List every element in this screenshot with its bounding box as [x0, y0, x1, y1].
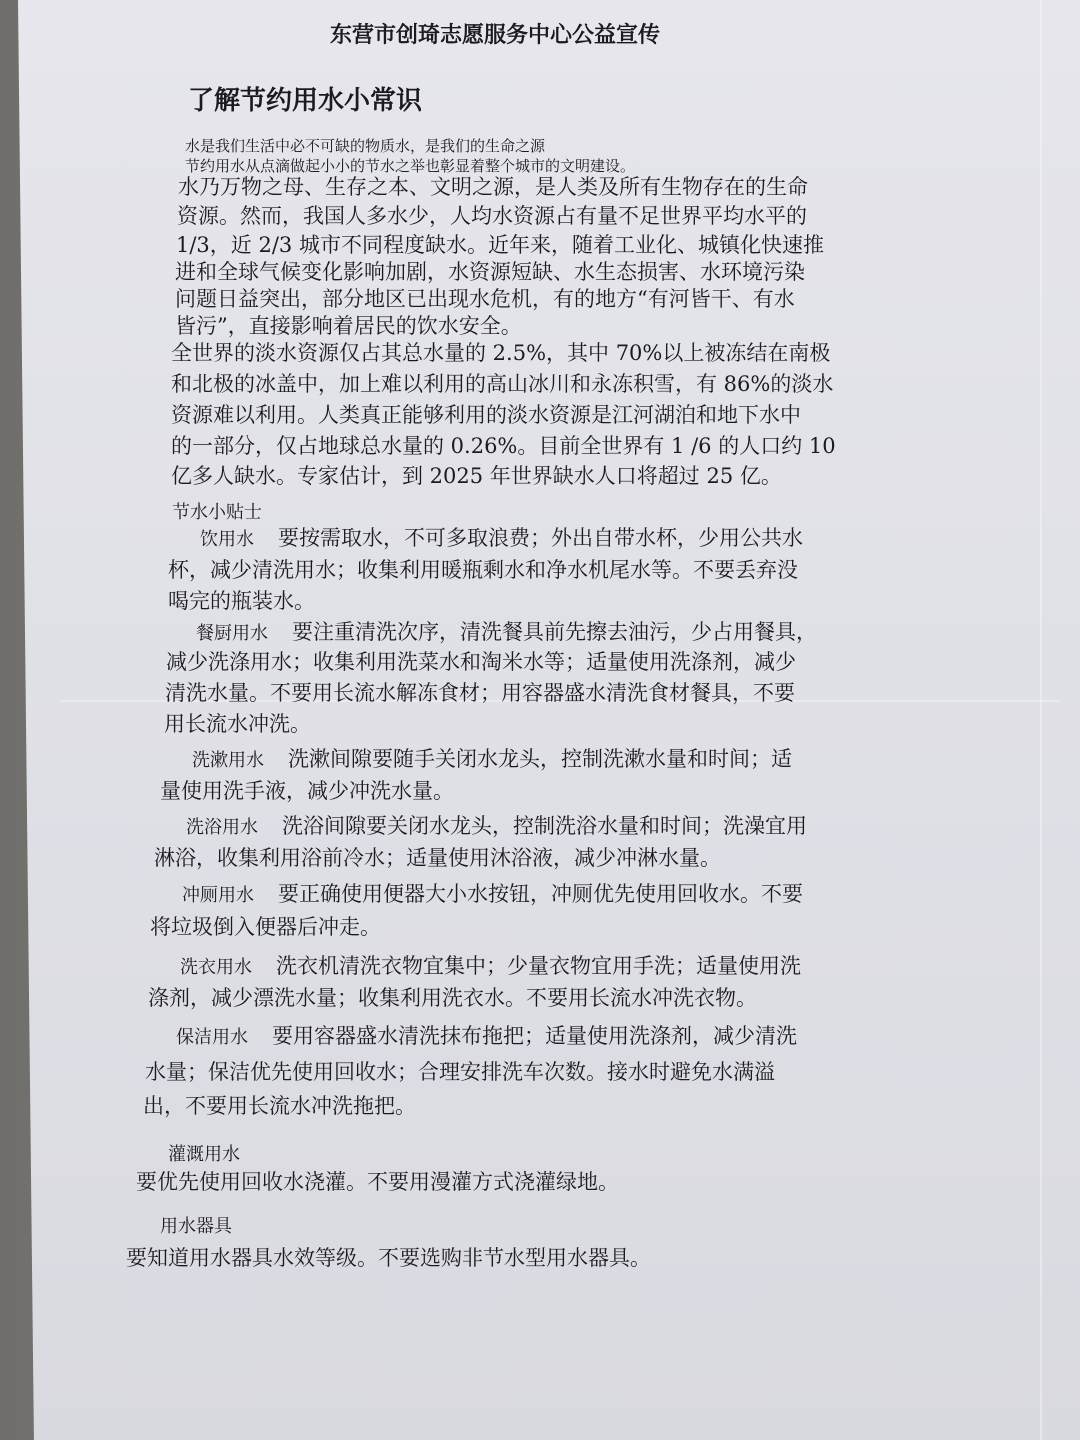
tip-text: 要用容器盛水清洗抹布拖把；适量使用洗涤剂，减少清洗	[272, 1024, 797, 1048]
tip-line	[196, 622, 817, 643]
tip-line: 出，不要用长流水冲洗拖把。	[143, 1094, 416, 1118]
tip-text: 洗衣机清洗衣物宜集中；少量衣物宜用手洗；适量使用洗	[276, 954, 801, 978]
tip-line	[186, 816, 807, 837]
intro-line: 节约用水从点滴做起小小的节水之举也彰显着整个城市的文明建设。	[185, 157, 636, 175]
tip-text: 要注重清洗次序，清洗餐具前先擦去油污，少占用餐具，	[292, 620, 817, 644]
paragraph-line: 和北极的冰盖中，加上难以利用的高山冰川和永冻积雪，有 86%的淡水	[171, 372, 834, 396]
tip-line	[192, 749, 792, 770]
paragraph-line: 的一部分，仅占地球总水量的 0.26%。目前全世界有 1 /6 的人口约 10	[171, 434, 836, 458]
tip-line: 减少洗涤用水；收集利用洗菜水和淘米水等；适量使用洗涤剂，减少	[166, 650, 796, 674]
paragraph-line: 亿多人缺水。专家估计，到 2025 年世界缺水人口将超过 25 亿。	[171, 464, 782, 488]
tip-label: 洗衣用水	[180, 957, 252, 978]
paragraph-line: 资源难以利用。人类真正能够利用的淡水资源是江河湖泊和地下水中	[171, 403, 801, 427]
tip-line: 涤剂，减少漂洗水量；收集利用洗衣水。不要用长流水冲洗衣物。	[148, 986, 757, 1010]
tip-label: 饮用水	[200, 529, 254, 550]
document-title: 了解节约用水小常识	[188, 86, 423, 116]
tips-heading: 节水小贴士	[172, 502, 262, 523]
tip-label: 保洁用水	[176, 1027, 248, 1048]
tip-line: 喝完的瓶装水。	[168, 589, 315, 613]
tip-label: 洗漱用水	[192, 750, 264, 771]
tip-line: 量使用洗手液，减少冲洗水量。	[160, 779, 454, 803]
tip-line	[200, 528, 803, 549]
paragraph-line: 水乃万物之母、生存之本、文明之源，是人类及所有生物存在的生命	[178, 175, 808, 199]
tip-line: 杯，减少清洗用水；收集利用暖瓶剩水和净水机尾水等。不要丢弃没	[168, 558, 798, 582]
tip-text: 洗浴间隙要关闭水龙头，控制洗浴水量和时间；洗澡宜用	[282, 814, 807, 838]
tip-label: 冲厕用水	[182, 885, 254, 906]
document-header: 东营市创琦志愿服务中心公益宣传	[330, 23, 661, 48]
paragraph-line: 资源。然而，我国人多水少，人均水资源占有量不足世界平均水平的	[177, 204, 807, 228]
tip-text: 要正确使用便器大小水按钮，冲厕优先使用回收水。不要	[278, 882, 803, 906]
paragraph-line: 1/3，近 2/3 城市不同程度缺水。近年来，随着工业化、城镇化快速推	[176, 233, 824, 257]
tip-line: 用长流水冲洗。	[164, 712, 311, 736]
tip-line	[182, 884, 803, 905]
paragraph-line: 进和全球气候变化影响加剧，水资源短缺、水生态损害、水环境污染	[175, 260, 805, 284]
tip-line: 将垃圾倒入便器后冲走。	[150, 915, 381, 939]
tip-text: 要按需取水，不可多取浪费；外出自带水杯，少用公共水	[278, 526, 803, 550]
tip-label: 洗浴用水	[186, 817, 258, 838]
tip-text: 洗漱间隙要随手关闭水龙头，控制洗漱水量和时间；适	[288, 747, 792, 771]
tip-heading: 灌溉用水	[168, 1144, 240, 1165]
tip-line: 要知道用水器具水效等级。不要选购非节水型用水器具。	[126, 1246, 651, 1270]
tip-line: 水量；保洁优先使用回收水；合理安排洗车次数。接水时避免水满溢	[145, 1060, 775, 1084]
tip-label: 餐厨用水	[196, 623, 268, 644]
tip-heading: 用水器具	[160, 1216, 232, 1237]
tip-line: 淋浴，收集利用浴前冷水；适量使用沐浴液，减少冲淋水量。	[154, 846, 721, 870]
tip-line	[176, 1026, 797, 1047]
paragraph-line: 皆污”，直接影响着居民的饮水安全。	[175, 314, 522, 338]
intro-line: 水是我们生活中必不可缺的物质水，是我们的生命之源	[185, 137, 546, 155]
tip-line: 要优先使用回收水浇灌。不要用漫灌方式浇灌绿地。	[136, 1170, 619, 1194]
tip-line: 清洗水量。不要用长流水解冻食材；用容器盛水清洗食材餐具，不要	[165, 681, 795, 705]
paragraph-line: 全世界的淡水资源仅占其总水量的 2.5%，其中 70%以上被冻结在南极	[171, 341, 831, 365]
paragraph-line: 问题日益突出，部分地区已出现水危机，有的地方“有河皆干、有水	[175, 287, 795, 311]
tip-line	[180, 956, 801, 977]
